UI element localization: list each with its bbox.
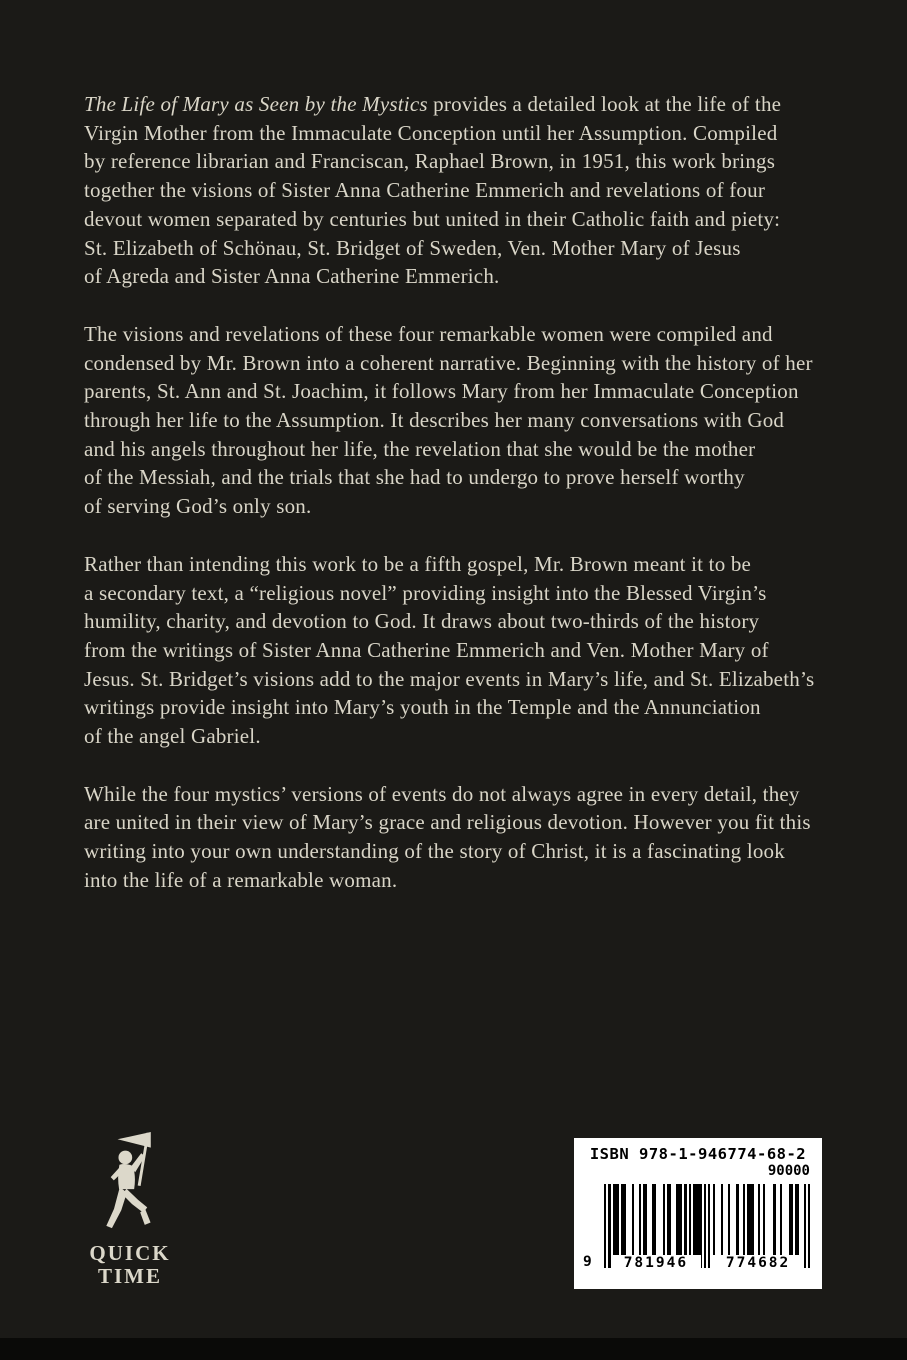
- text-line: from the writings of Sister Anna Catherine Emmerich and Ven. Mother Mary of: [84, 637, 769, 662]
- text-line: [84, 90, 857, 119]
- publisher-name-line2: TIME: [97, 1264, 162, 1288]
- isbn-number: ISBN 978-1-946774-68-2: [589, 1145, 807, 1163]
- paragraph-2: [84, 320, 857, 521]
- barcode-digits: [583, 1253, 810, 1271]
- publisher-logo: [84, 1132, 176, 1288]
- text-line: and his angels throughout her life, the revelation that she would be the mother: [84, 436, 756, 461]
- text-line: parents, St. Ann and St. Joachim, it follows Mary from her Immaculate Conception: [84, 379, 799, 404]
- text-line: writings provide insight into Mary’s youth in the Temple and the Annunciation: [84, 695, 761, 720]
- barcode-digit-group: 9: [583, 1254, 592, 1270]
- text-line: While the four mystics’ versions of events do not always agree in every detail, they: [84, 781, 800, 806]
- barcode-digit-group: 774682: [713, 1255, 804, 1271]
- text-line: St. Elizabeth of Schönau, St. Bridget of Sweden, Ven. Mother Mary of Jesus: [84, 235, 741, 260]
- text-line: humility, charity, and devotion to God. It draws about two-thirds of the history: [84, 609, 760, 634]
- text-line: by reference librarian and Franciscan, Raphael Brown, in 1951, this work brings: [84, 149, 776, 174]
- back-cover-text: [84, 90, 857, 924]
- text-span: provides a detailed look at the life of the: [427, 92, 782, 116]
- text-line: of the angel Gabriel.: [84, 724, 261, 749]
- text-line: Virgin Mother from the Immaculate Conception until her Assumption. Compiled: [84, 120, 778, 145]
- text-line: are united in their view of Mary’s grace and religious devotion. However you fit this: [84, 810, 811, 835]
- price-code: 90000: [767, 1163, 810, 1179]
- publisher-name-line1: QUICK: [89, 1241, 171, 1265]
- text-line: through her life to the Assumption. It describes her many conversations with God: [84, 408, 785, 433]
- text-line: Rather than intending this work to be a fifth gospel, Mr. Brown meant it to be: [84, 551, 752, 576]
- paragraph-3: [84, 550, 857, 751]
- text-line: of serving God’s only son.: [84, 494, 312, 519]
- text-line: into the life of a remarkable woman.: [84, 867, 398, 892]
- isbn-barcode-block: [574, 1138, 822, 1289]
- text-line: The visions and revelations of these four remarkable women were compiled and: [84, 321, 773, 346]
- text-line: of Agreda and Sister Anna Catherine Emmerich.: [84, 264, 500, 289]
- text-line: condensed by Mr. Brown into a coherent narrative. Beginning with the history of her: [84, 350, 813, 375]
- text-line: of the Messiah, and the trials that she had to undergo to prove herself worthy: [84, 465, 745, 490]
- text-line: Jesus. St. Bridget’s visions add to the major events in Mary’s life, and St. Elizabeth’s: [84, 666, 815, 691]
- text-line: a secondary text, a “religious novel” providing insight into the Blessed Virgin’s: [84, 580, 767, 605]
- text-line: writing into your own understanding of the story of Christ, it is a fascinating look: [84, 839, 785, 864]
- paragraph-4: [84, 780, 857, 895]
- text-line: devout women separated by centuries but united in their Catholic faith and piety:: [84, 206, 781, 231]
- book-title-italic: The Life of Mary as Seen by the Mystics: [84, 92, 428, 116]
- barcode-digit-group: 781946: [611, 1255, 702, 1271]
- ean13-barcode: [583, 1184, 810, 1271]
- text-line: together the visions of Sister Anna Catherine Emmerich and revelations of four: [84, 178, 766, 203]
- bottom-edge-strip: [0, 1338, 907, 1360]
- paragraph-1: [84, 90, 857, 291]
- flag-bearer-icon: [92, 1132, 168, 1240]
